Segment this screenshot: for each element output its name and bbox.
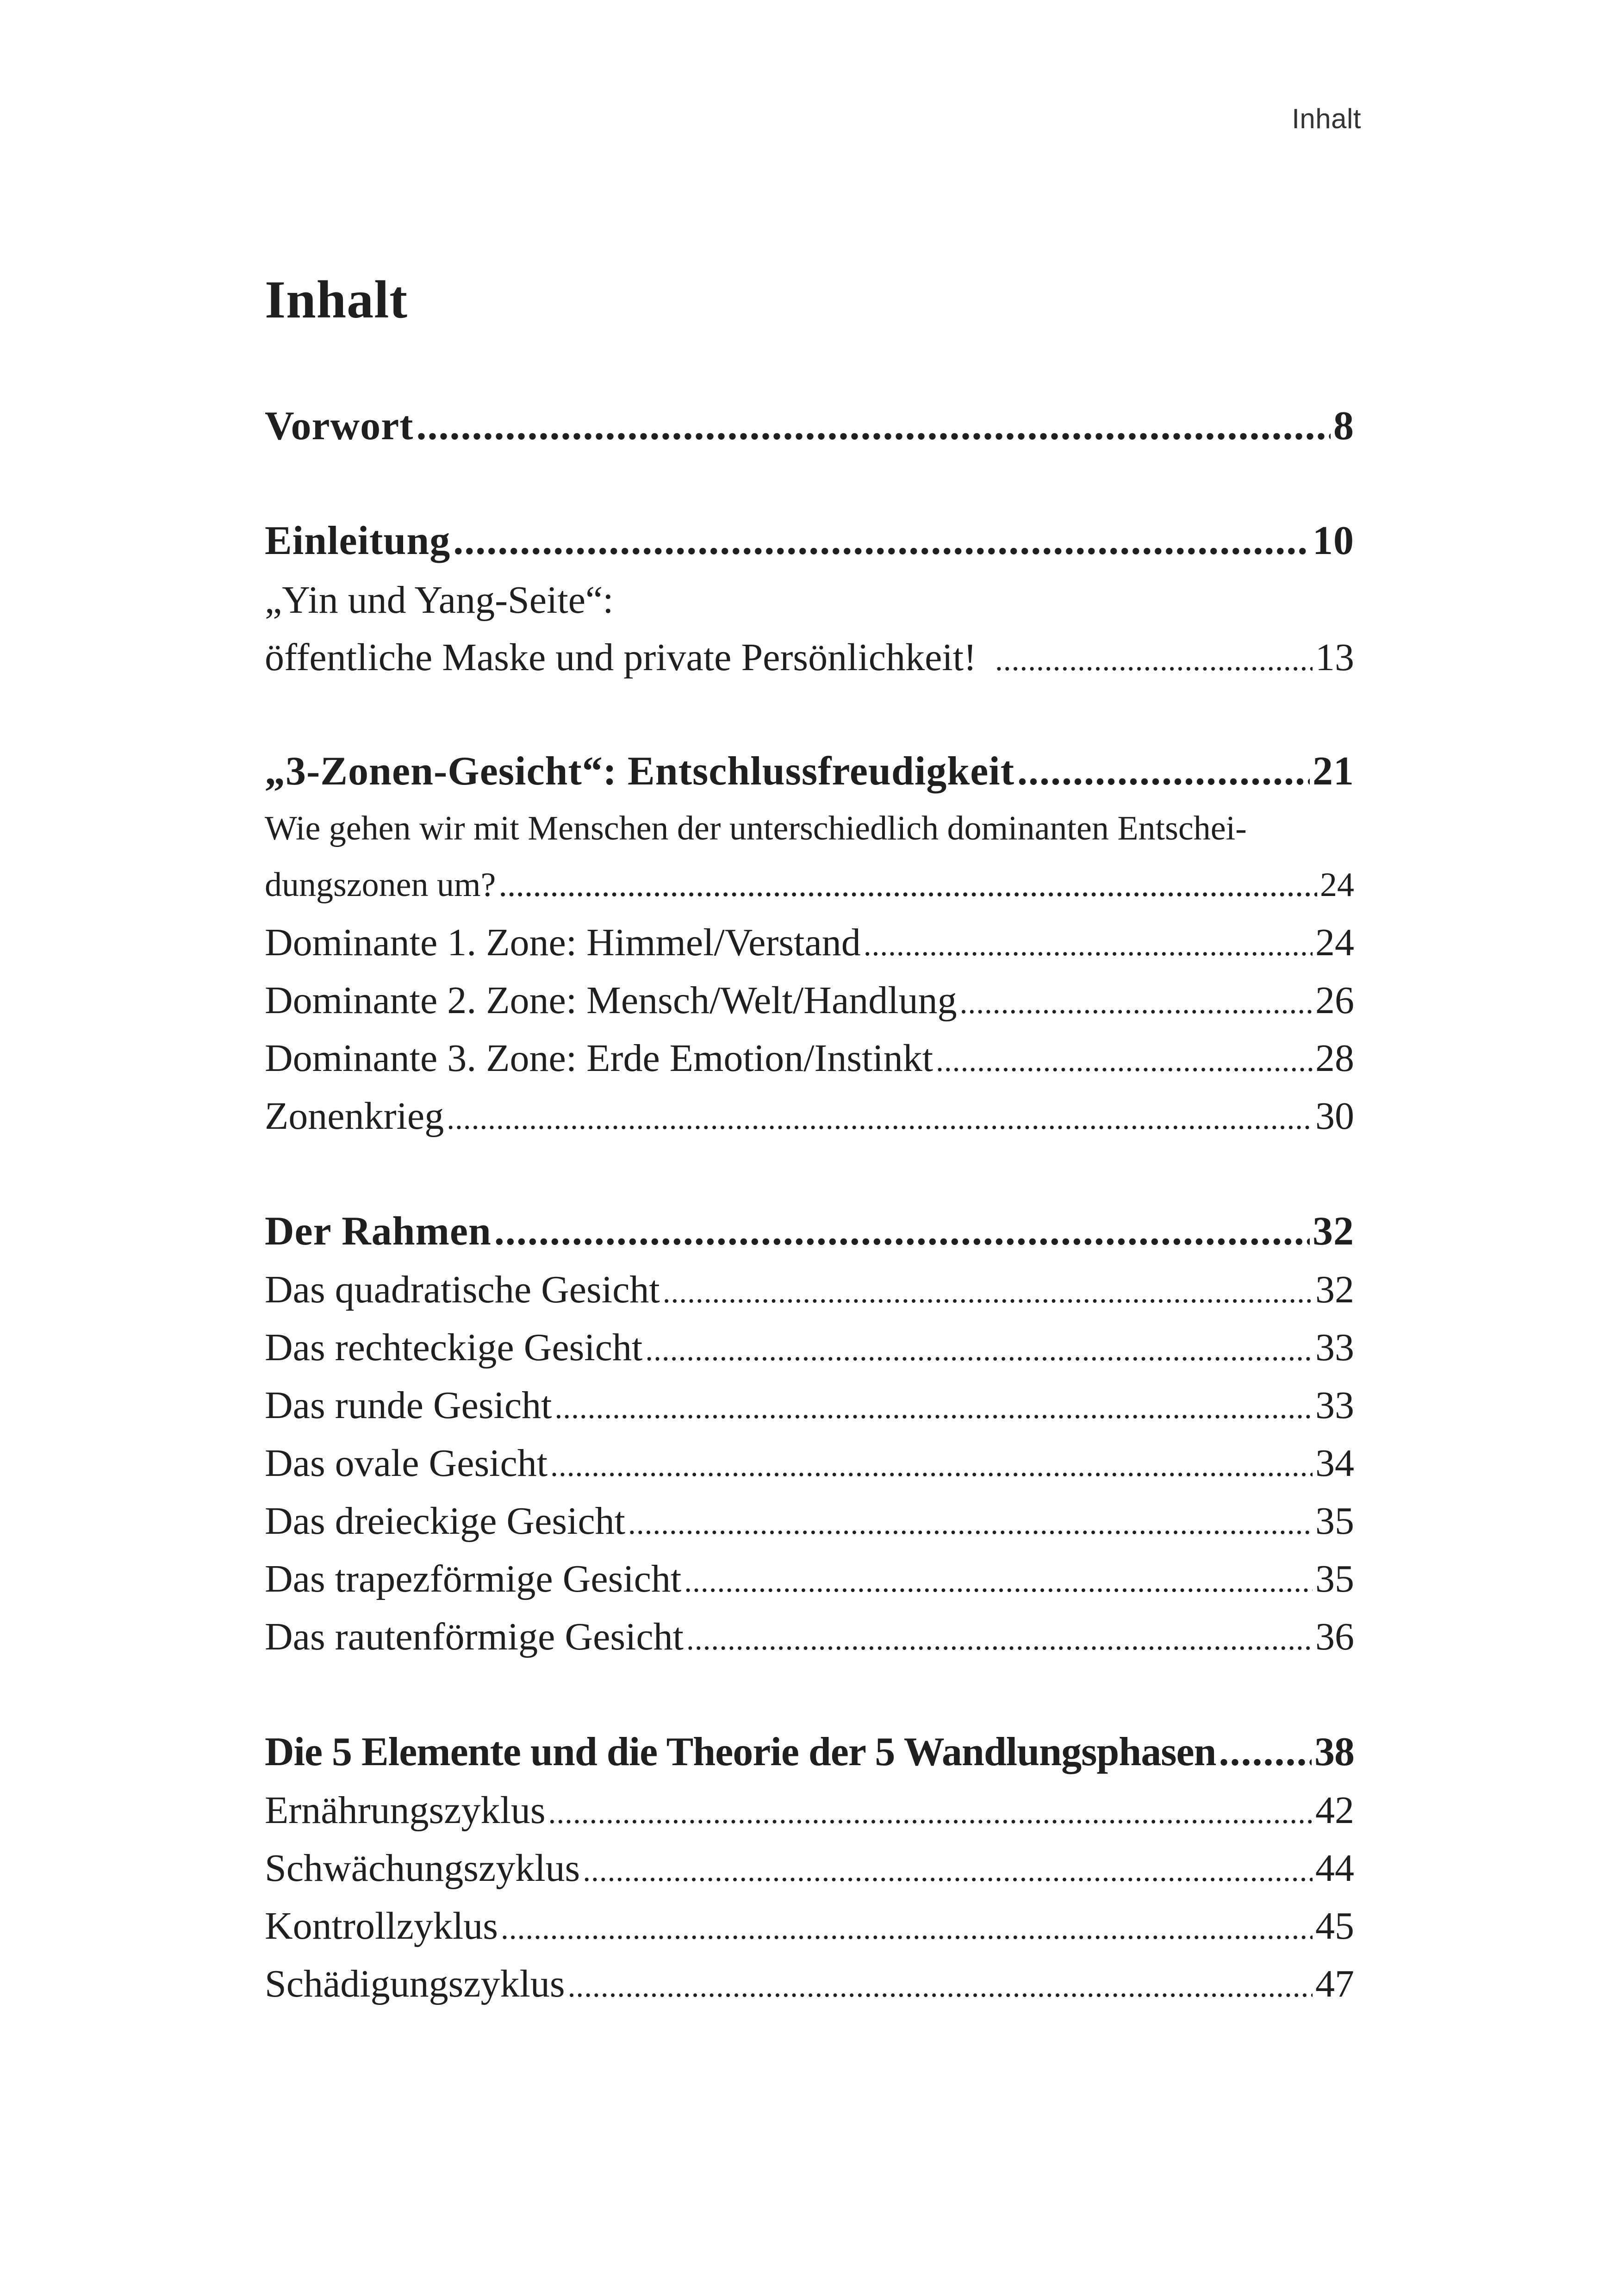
dot-leader	[663, 1267, 1313, 1312]
dot-leader	[864, 920, 1313, 965]
toc-page-number: 28	[1315, 1037, 1354, 1080]
toc-item[interactable]	[265, 809, 1354, 848]
toc-item[interactable]	[265, 978, 1354, 1023]
toc-item[interactable]	[265, 1094, 1354, 1139]
toc-chapter-5-elemente[interactable]	[265, 1729, 1354, 1775]
toc-item-title: Das dreieckige Gesicht	[265, 1500, 626, 1543]
toc-chapter-title: Einleitung	[265, 518, 451, 563]
dot-leader	[568, 1961, 1313, 2006]
toc-page-number: 10	[1313, 518, 1354, 563]
toc-page-number: 45	[1315, 1904, 1354, 1948]
toc-chapter-title: Die 5 Elemente und die Theorie der 5 Wandlungsphasen	[265, 1730, 1216, 1774]
dot-leader	[645, 1325, 1313, 1370]
toc-page-number: 8	[1333, 404, 1354, 448]
toc-page-number: 42	[1315, 1789, 1354, 1832]
dot-leader	[416, 403, 1331, 449]
toc-page-number: 33	[1315, 1384, 1354, 1427]
toc-item[interactable]	[265, 1614, 1354, 1659]
toc-page-number: 33	[1315, 1326, 1354, 1369]
toc-item-title: Wie gehen wir mit Menschen der unterschiedlich dominanten Entschei-	[265, 809, 1247, 847]
toc-page-number: 35	[1315, 1557, 1354, 1600]
dot-leader	[936, 1036, 1313, 1081]
toc-chapter-3-zonen-gesicht[interactable]	[265, 748, 1354, 795]
dot-leader	[684, 1556, 1313, 1601]
toc-item[interactable]	[265, 1267, 1354, 1312]
toc-item[interactable]	[265, 1846, 1354, 1891]
toc-page-number: 32	[1315, 1268, 1354, 1311]
page-title: Inhalt	[265, 270, 408, 330]
toc-page-number: 35	[1315, 1500, 1354, 1543]
dot-leader	[960, 978, 1313, 1023]
toc-page-number: 24	[1315, 921, 1354, 964]
toc-chapter-title: „3-Zonen-Gesicht“: Entschlussfreudigkeit	[265, 749, 1015, 794]
dot-leader	[550, 1441, 1313, 1486]
toc-page-number: 30	[1315, 1095, 1354, 1138]
toc-item[interactable]	[265, 865, 1354, 905]
dot-leader	[628, 1499, 1313, 1543]
toc-item-title: Das trapezförmige Gesicht	[265, 1557, 682, 1600]
toc-page-number: 32	[1313, 1209, 1354, 1254]
toc-chapter-title: Der Rahmen	[265, 1209, 492, 1254]
toc-chapter-der-rahmen[interactable]	[265, 1208, 1354, 1255]
toc-item[interactable]	[265, 1788, 1354, 1833]
toc-item-title: dungszonen um?	[265, 866, 496, 904]
toc-chapter-vorwort[interactable]	[265, 403, 1354, 449]
toc-item[interactable]	[265, 1499, 1354, 1543]
toc-item-title: Das runde Gesicht	[265, 1384, 552, 1427]
toc-page-number: 47	[1315, 1962, 1354, 2005]
toc-item-title: „Yin und Yang-Seite“:	[265, 579, 614, 622]
toc-page-number: 26	[1315, 979, 1354, 1022]
toc-item-title: Das ovale Gesicht	[265, 1442, 548, 1485]
dot-leader	[1017, 748, 1310, 795]
toc-page-number: 34	[1315, 1442, 1354, 1485]
toc-page-number: 24	[1320, 866, 1354, 904]
toc-item[interactable]	[265, 920, 1354, 965]
dot-leader	[453, 517, 1310, 564]
toc-page-number: 44	[1315, 1847, 1354, 1890]
toc-page-number: 38	[1314, 1730, 1354, 1774]
toc-item[interactable]	[265, 1036, 1354, 1081]
dot-leader	[498, 865, 1317, 905]
running-header: Inhalt	[1292, 103, 1361, 134]
toc-item-title: öffentliche Maske und private Persönlichkeit!	[265, 636, 977, 679]
toc-page-number: 36	[1315, 1615, 1354, 1658]
toc-item-title: Dominante 1. Zone: Himmel/Verstand	[265, 921, 861, 964]
toc-item-title: Ernährungszyklus	[265, 1789, 546, 1832]
toc-page-number: 21	[1313, 749, 1354, 794]
dot-leader	[501, 1904, 1313, 1948]
dot-leader	[548, 1788, 1313, 1833]
toc-item-title: Kontrollzyklus	[265, 1904, 498, 1948]
toc-item-title: Schwächungszyklus	[265, 1847, 580, 1890]
toc-item-title: Schädigungszyklus	[265, 1962, 565, 2005]
dot-leader	[447, 1094, 1313, 1139]
toc-item[interactable]	[265, 1383, 1354, 1428]
toc-item[interactable]	[265, 635, 1354, 680]
dot-leader	[1219, 1729, 1312, 1775]
toc-item-title: Dominante 2. Zone: Mensch/Welt/Handlung	[265, 979, 957, 1022]
toc-page-number: 13	[1315, 636, 1354, 679]
dot-leader	[583, 1846, 1313, 1891]
toc-item[interactable]	[265, 1556, 1354, 1601]
dot-leader	[554, 1383, 1313, 1428]
toc-item[interactable]	[265, 1904, 1354, 1948]
toc-item-title: Dominante 3. Zone: Erde Emotion/Instinkt	[265, 1037, 933, 1080]
toc-item-title: Zonenkrieg	[265, 1095, 444, 1138]
toc-item-title: Das rechteckige Gesicht	[265, 1326, 643, 1369]
dot-leader	[686, 1614, 1313, 1659]
toc-item[interactable]	[265, 1325, 1354, 1370]
toc-chapter-title: Vorwort	[265, 404, 414, 448]
toc-chapter-einleitung[interactable]	[265, 517, 1354, 564]
toc-item-title: Das rautenförmige Gesicht	[265, 1615, 684, 1658]
toc-item[interactable]	[265, 578, 1354, 622]
dot-leader	[995, 635, 1313, 680]
toc-item-title: Das quadratische Gesicht	[265, 1268, 660, 1311]
dot-leader	[494, 1208, 1310, 1255]
toc-item[interactable]	[265, 1441, 1354, 1486]
toc-item[interactable]	[265, 1961, 1354, 2006]
